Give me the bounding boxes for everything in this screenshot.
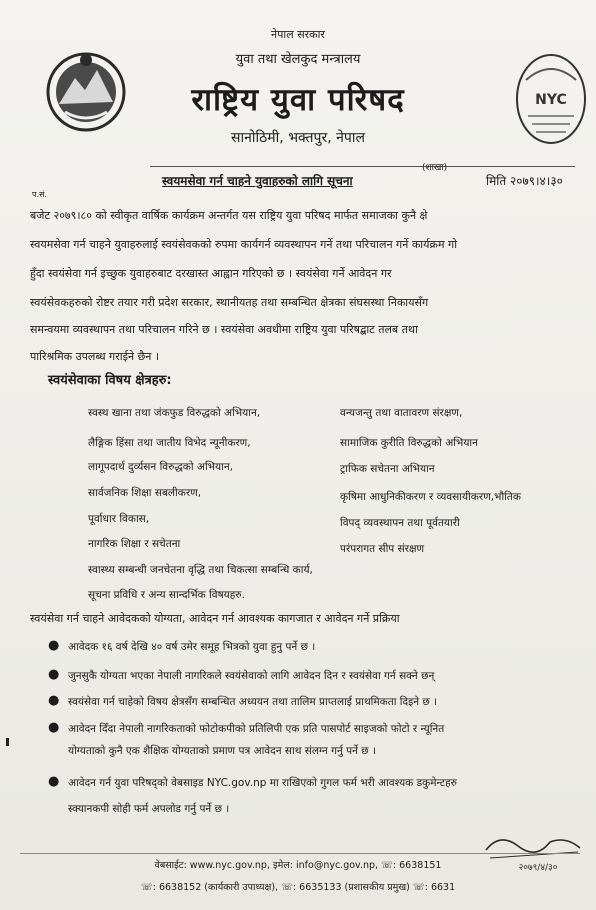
stamp-text: NYC bbox=[535, 92, 567, 108]
bullet-icon: ● bbox=[48, 720, 60, 735]
areas-heading: स्वयंसेवाका विषय क्षेत्रहरु: bbox=[48, 373, 172, 388]
area-item: सूचना प्रविधि र अन्य सान्दर्भिक विषयहरु. bbox=[88, 589, 245, 601]
bullet-icon: ● bbox=[48, 693, 60, 708]
body-line: स्वयंसेवकहरुको रोष्टर तयार गरी प्रदेश सरकार, स्थानीयतह तथा सम्बन्धित क्षेत्रका संघसस्था निकायसँग bbox=[30, 296, 429, 309]
header-divider bbox=[150, 166, 575, 167]
government-name: नेपाल सरकार bbox=[271, 28, 325, 41]
area-item: वन्यजन्तु तथा वातावरण संरक्षण, bbox=[340, 407, 463, 419]
requirement-line: आवेदन गर्न युवा परिषद्को वेबसाइड NYC.gov.np मा राखिएको गुगल फर्म भरी आवश्यक डकुमेन्टहरु bbox=[68, 777, 457, 789]
area-item: पूर्वाधार विकास, bbox=[88, 513, 150, 525]
footer-contact-line: वेबसाईट: www.nyc.gov.np, इमेल: info@nyc.gov.np, ☏: 6638151 bbox=[154, 860, 442, 871]
body-line: पारिश्रमिक उपलब्ध गराईने छैन । bbox=[30, 350, 160, 363]
requirement-line: आवेदन दिँदा नेपाली नागरिकताको फोटोकपीको प्रतिलिपी एक प्रति पासपोर्ट साइजको फोटो र न्यूनित bbox=[68, 723, 445, 735]
requirement-line: जुनसुकै योग्यता भएका नेपाली नागरिकले स्वयंसेवाको लागि आवेदन दिन र स्वयंसेवा गर्न सक्ने छन् bbox=[68, 670, 435, 682]
body-line: स्वयमसेवा गर्न चाहने युवाहरुलाई स्वयंसेवकको रुपमा कार्यगर्न व्यवस्थापन गर्ने तथा परिचालन गर्ने कार्यक्रम गो bbox=[30, 238, 458, 251]
area-item: कृषिमा आधुनिकीकरण र व्यवसायीकरण,भौतिक bbox=[340, 491, 521, 503]
council-name: राष्ट्रिय युवा परिषद bbox=[191, 82, 405, 118]
area-item: लैङ्गिक हिंसा तथा जातीय विभेद न्यूनीकरण, bbox=[88, 437, 251, 449]
area-item: सामाजिक कुरीति विरुद्धको अभियान bbox=[340, 437, 478, 449]
body-line: बजेट २०७९।८० को स्वीकृत वार्षिक कार्यक्रम अन्तर्गत यस राष्ट्रिय युवा परिषद मार्फत समाजका कुनै क्षे bbox=[30, 209, 428, 222]
notice-date: मिति २०७९।४।३० bbox=[486, 174, 563, 188]
area-item: सार्वजनिक शिक्षा सबलीकरण, bbox=[88, 487, 202, 499]
footer-phone-line: ☏: 6638152 (कार्यकारी उपाध्यक्ष), ☏: 6635133 (प्रशासकीय प्रमुख) ☏: 6631 bbox=[140, 882, 456, 893]
footer-divider bbox=[20, 853, 580, 854]
requirement-line: स्क्यानकपी सोही फर्म अपलोड गर्नु पर्ने छ । bbox=[68, 803, 230, 815]
area-item: परंपरागत सीप संरक्षण bbox=[340, 543, 425, 555]
requirement-line: योग्यताको कुनै एक शैक्षिक योग्यताको प्रमाण पत्र आवेदन साथ संलग्न गर्नु पर्ने छ । bbox=[68, 745, 376, 757]
signature-date: २०७९/४/३० bbox=[518, 863, 558, 873]
area-item: स्वस्थ खाना तथा जंकफुड विरुद्धको अभियान, bbox=[88, 407, 261, 419]
area-item: ट्राफिक सचेतना अभियान bbox=[340, 463, 435, 475]
reference-number: प.सं. bbox=[32, 190, 48, 199]
body-line: हुँदा स्वयंसेवा गर्न इच्छुक युवाहरुबाट दरखास्त आह्वान गरिएको छ । स्वयंसेवा गर्ने आवेदन गर bbox=[30, 267, 392, 280]
requirement-line: आवेदक १६ वर्ष देखि ४० वर्ष उमेर समूह भित्रको युवा हुनु पर्ने छ । bbox=[68, 641, 316, 653]
area-item: लागूपदार्थ दुर्व्यसन विरुद्धको अभियान, bbox=[88, 461, 234, 473]
area-item: स्वास्थ्य सम्बन्धी जनचेतना वृद्धि तथा चिकत्सा सम्बन्धि कार्य, bbox=[88, 564, 313, 576]
requirements-intro: स्वयंसेवा गर्न चाहने आवेदकको योग्यता, आवेदन गर्न आवश्यक कागजात र आवेदन गर्ने प्रक्रिया bbox=[30, 612, 400, 625]
area-item: नागरिक शिक्षा र सचेतना bbox=[88, 538, 181, 550]
bullet-icon: ● bbox=[48, 667, 60, 682]
bullet-icon: ● bbox=[48, 638, 60, 653]
area-item: विपद् व्यवस्थापन तथा पूर्वतयारी bbox=[340, 517, 460, 529]
bullet-icon: ● bbox=[48, 774, 60, 789]
requirement-line: स्वयंसेवा गर्न चाहेको विषय क्षेत्रसँग सम्बन्धित अध्ययन तथा तालिम प्राप्तलाई प्राथमिकता दिइने छ । bbox=[68, 696, 438, 708]
handwritten-note: (शाखा) bbox=[422, 163, 448, 173]
body-line: समन्वयमा व्यवस्थापन तथा परिचालन गरिने छ । स्वयंसेवा अवधीमा राष्ट्रिय युवा परिषद्बाट तलब तथा bbox=[30, 323, 418, 336]
ministry-name: युवा तथा खेलकुद मन्त्रालय bbox=[235, 52, 361, 67]
council-address: सानोठिमी, भक्तपुर, नेपाल bbox=[231, 130, 365, 146]
notice-title: स्वयमसेवा गर्न चाहने युवाहरुको लागि सूचना bbox=[162, 174, 353, 188]
margin-mark bbox=[6, 738, 9, 746]
